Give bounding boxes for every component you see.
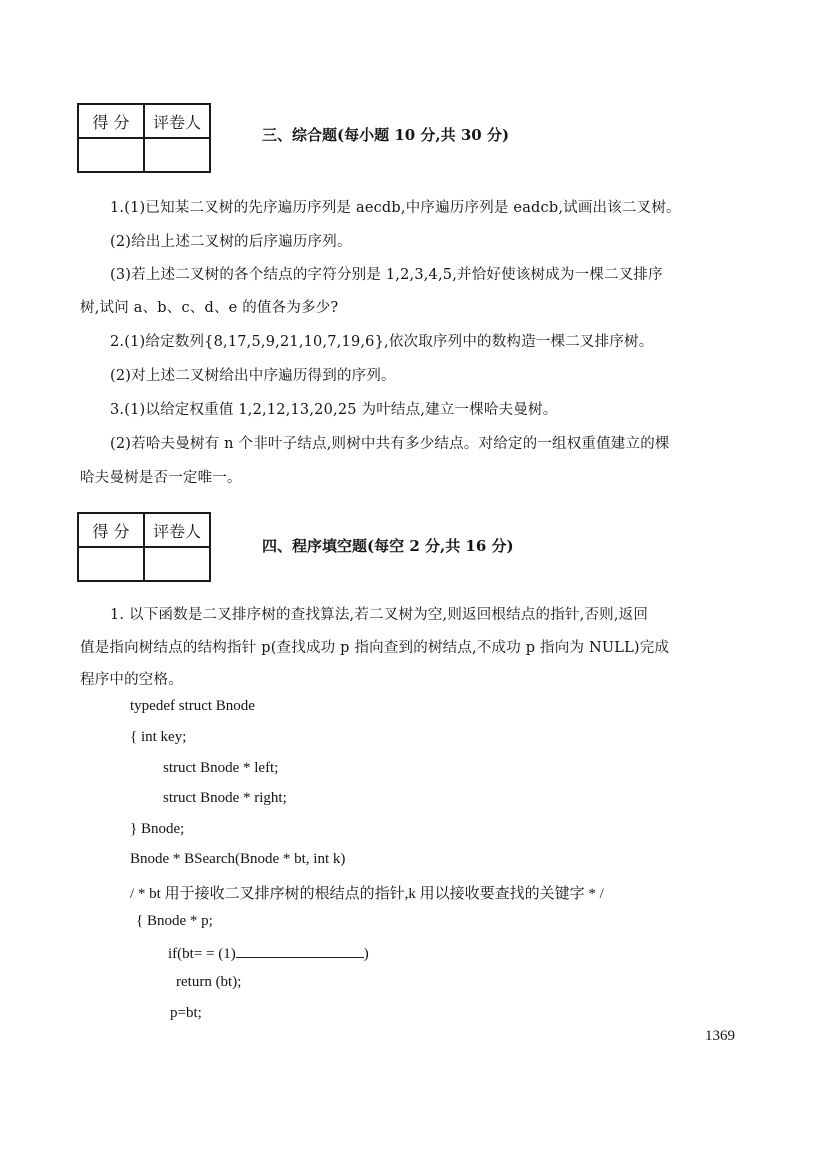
grader-label: 评卷人 <box>144 104 210 138</box>
question-line: 程序中的空格。 <box>80 672 183 688</box>
code-line-with-blank <box>168 943 369 963</box>
code-line: p=bt; <box>170 1005 202 1021</box>
code-comment-line: / * bt 用于接收二叉排序树的根结点的指针,k 用以接收要查找的关键字 * / <box>130 886 604 902</box>
question-line: (2)若哈夫曼树有 n 个非叶子结点,则树中共有多少结点。对给定的一组权重值建立的棵 <box>110 436 670 452</box>
score-label: 得 分 <box>78 513 144 547</box>
question-line: 哈夫曼树是否一定唯一。 <box>80 470 242 486</box>
answer-blank-1[interactable] <box>236 943 364 958</box>
code-text: ) <box>363 946 369 962</box>
code-line: typedef struct Bnode <box>130 698 255 714</box>
code-line: } Bnode; <box>130 821 185 837</box>
grader-input-cell[interactable] <box>144 138 210 172</box>
grader-label: 评卷人 <box>144 513 210 547</box>
section4-title: 四、程序填空题(每空 2 分,共 16 分) <box>262 537 514 555</box>
question-line: 值是指向树结点的结构指针 p(查找成功 p 指向查到的树结点,不成功 p 指向为 NULL)完成 <box>80 640 670 656</box>
code-text: if(bt= = (1) <box>168 946 236 962</box>
code-line: { Bnode * p; <box>136 913 213 929</box>
page-number: 1369 <box>705 1028 735 1044</box>
section3-title: 三、综合题(每小题 10 分,共 30 分) <box>262 126 510 144</box>
question-line: (2)给出上述二叉树的后序遍历序列。 <box>110 234 352 250</box>
score-box-section3 <box>77 103 211 173</box>
score-input-cell[interactable] <box>78 138 144 172</box>
score-box-section4 <box>77 512 211 582</box>
code-line: return (bt); <box>176 974 242 990</box>
score-input-cell[interactable] <box>78 547 144 581</box>
grader-input-cell[interactable] <box>144 547 210 581</box>
question-line: (2)对上述二叉树给出中序遍历得到的序列。 <box>110 368 396 384</box>
question-line: 树,试问 a、b、c、d、e 的值各为多少? <box>80 300 339 316</box>
score-label: 得 分 <box>78 104 144 138</box>
code-line: Bnode * BSearch(Bnode * bt, int k) <box>130 851 346 867</box>
code-line: struct Bnode * right; <box>163 790 287 806</box>
question-line: (3)若上述二叉树的各个结点的字符分别是 1,2,3,4,5,并恰好使该树成为一棵二叉排序 <box>110 267 663 283</box>
question-line: 2.(1)给定数列{8,17,5,9,21,10,7,19,6},依次取序列中的数构造一棵二叉排序树。 <box>110 334 654 350</box>
code-line: { int key; <box>130 729 187 745</box>
code-line: struct Bnode * left; <box>163 760 279 776</box>
question-line: 3.(1)以给定权重值 1,2,12,13,20,25 为叶结点,建立一棵哈夫曼树。 <box>110 402 558 418</box>
question-line: 1.(1)已知某二叉树的先序遍历序列是 aecdb,中序遍历序列是 eadcb,试画出该二叉树。 <box>110 200 681 216</box>
question-line: 1. 以下函数是二叉排序树的查找算法,若二叉树为空,则返回根结点的指针,否则,返回 <box>110 607 649 623</box>
